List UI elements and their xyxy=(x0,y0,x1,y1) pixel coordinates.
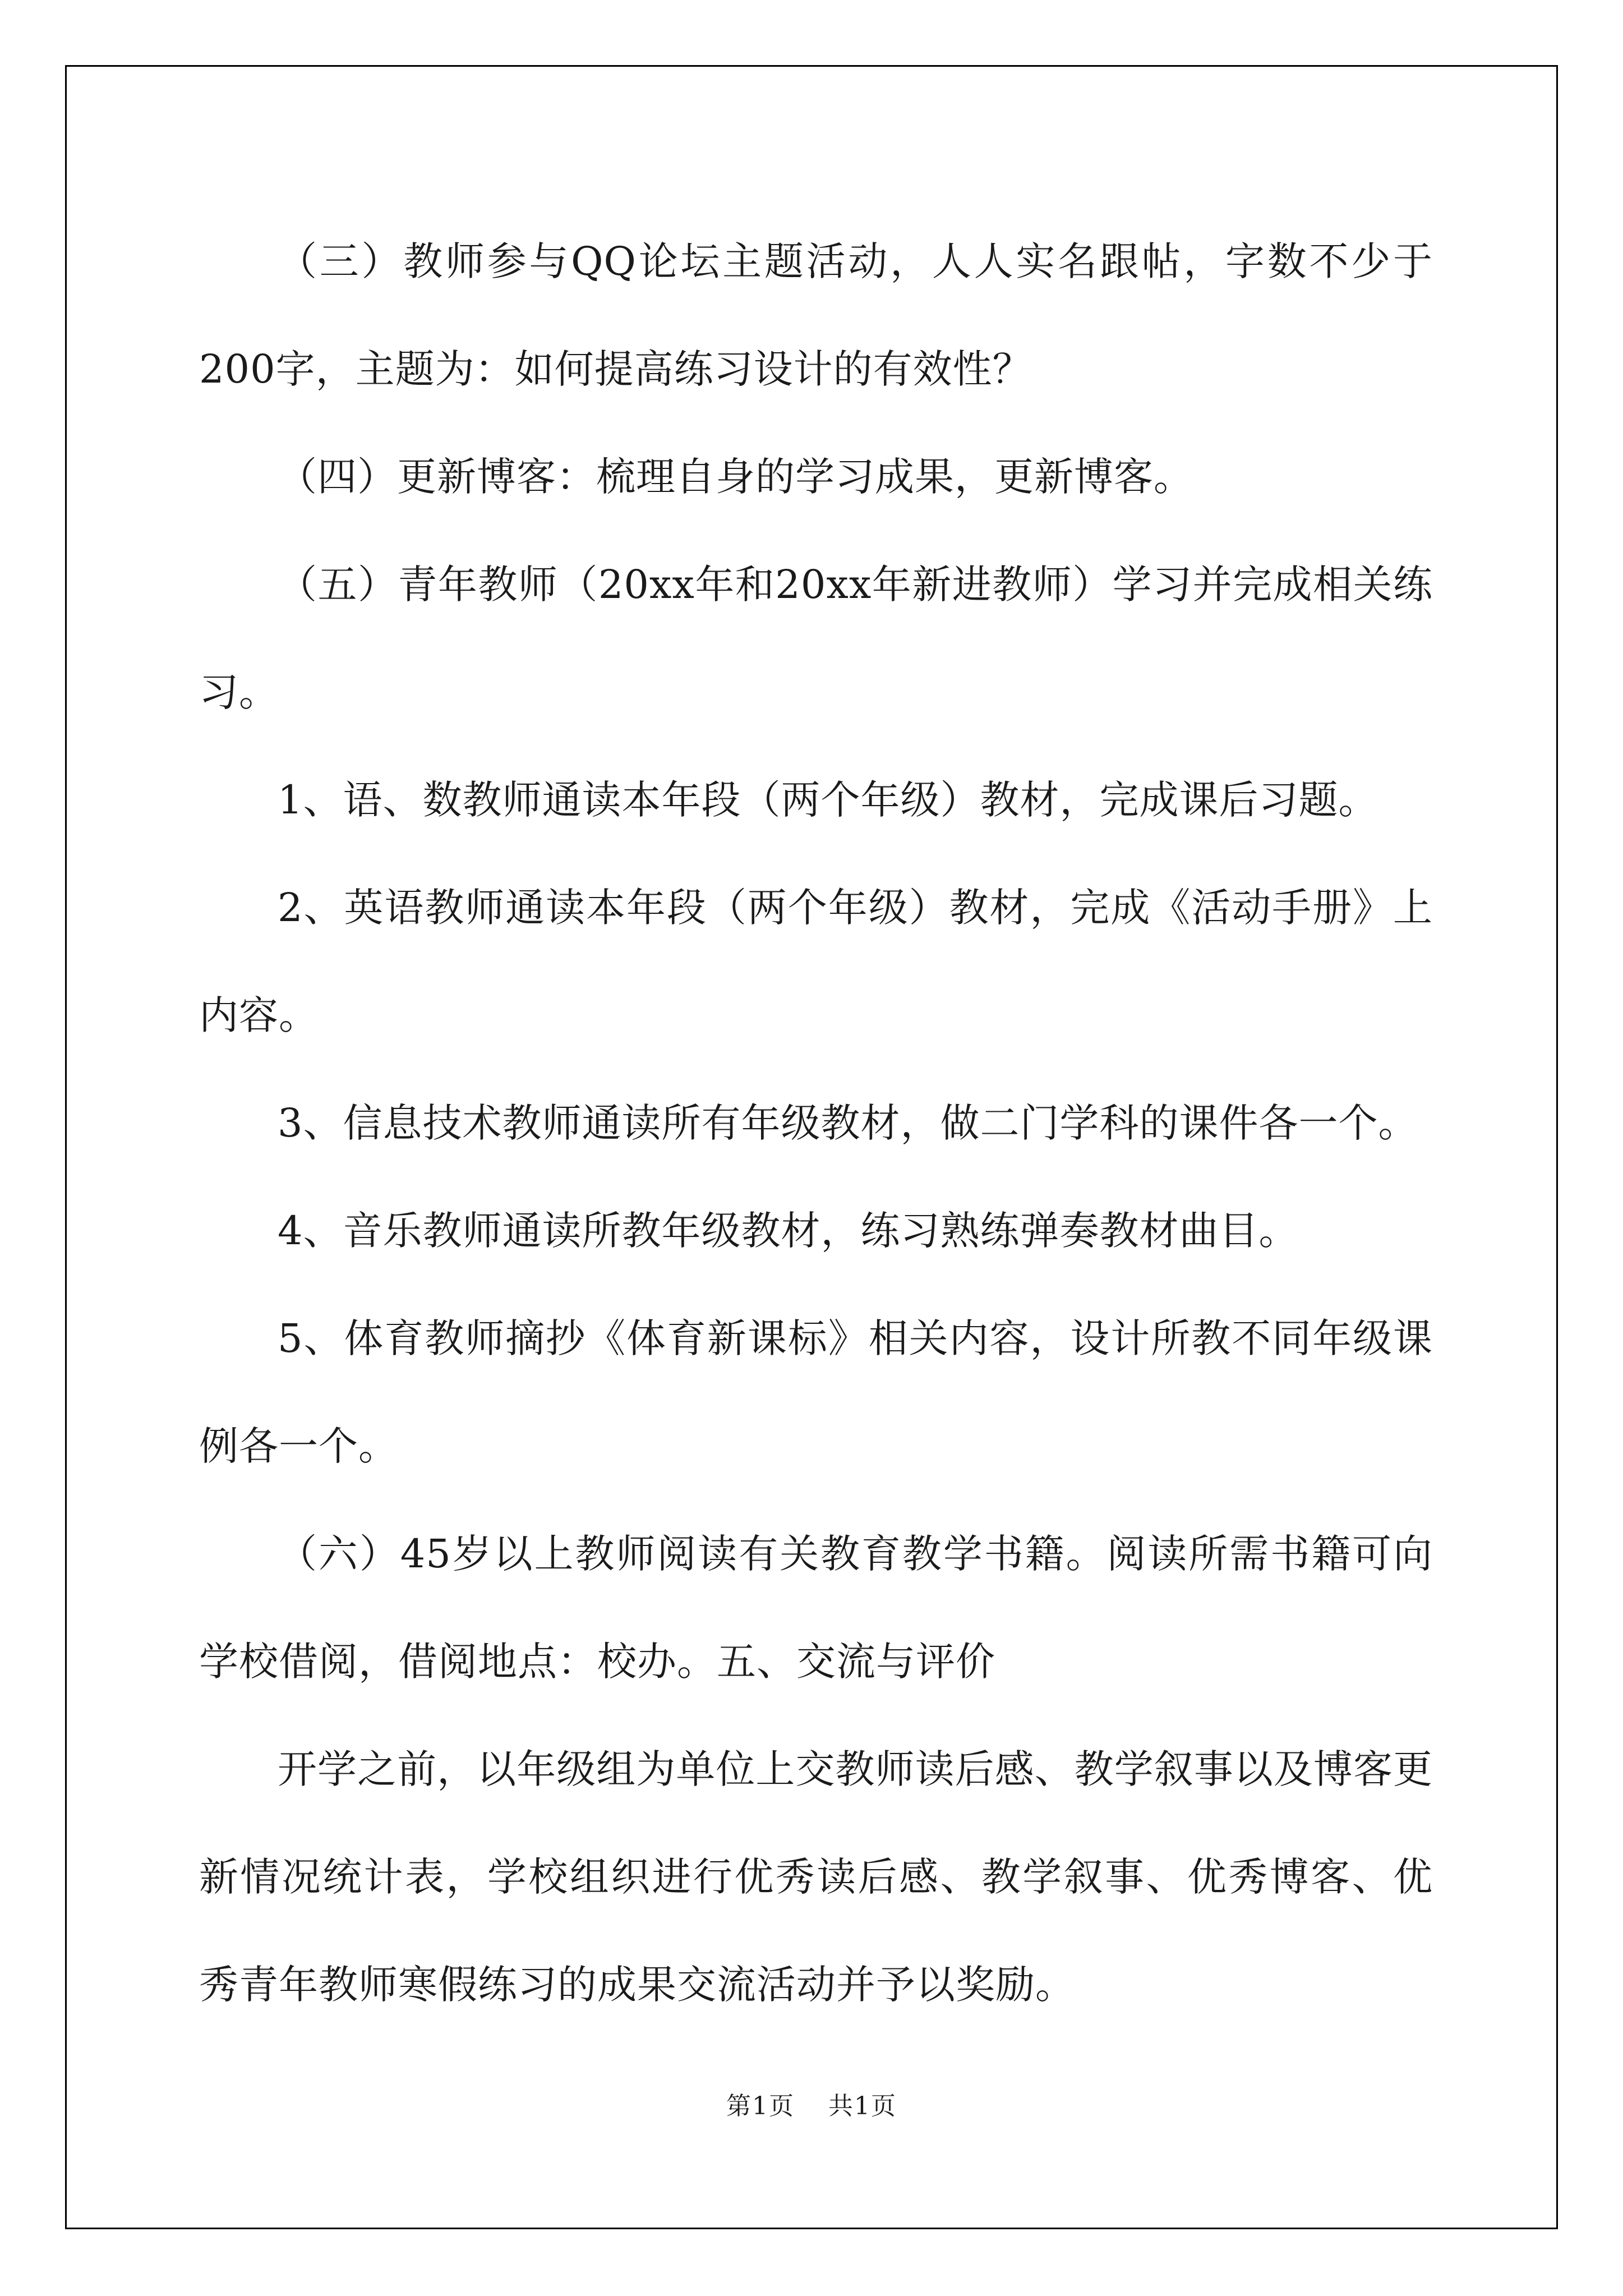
paragraph-10: 开学之前，以年级组为单位上交教师读后感、教学叙事以及博客更新情况统计表，学校组织进行优秀读后感、教学叙事、优秀博客、优秀青年教师寒假练习的成果交流活动并予以奖励。 xyxy=(199,1746,1433,2008)
paragraph-6: 3、信息技术教师通读所有年级教材，做二门学科的课件各一个。 xyxy=(278,1100,1418,1146)
paragraph-9: （六）45岁以上教师阅读有关教育教学书籍。阅读所需书籍可向学校借阅，借阅地点：校办。五、交流与评价 xyxy=(199,1531,1433,1685)
paragraph-4: 1、语、数教师通读本年段（两个年级）教材，完成课后习题。 xyxy=(278,777,1378,823)
paragraph-1: （三）教师参与QQ论坛主题活动，人人实名跟帖，字数不少于200字，主题为：如何提高练习设计的有效性？ xyxy=(199,238,1433,392)
page-number-total: 共1页 xyxy=(828,2092,897,2120)
page-number-current: 第1页 xyxy=(726,2092,795,2120)
paragraph-8: 5、体育教师摘抄《体育新课标》相关内容，设计所教不同年级课例各一个。 xyxy=(199,1315,1433,1469)
document-body xyxy=(199,208,1433,2039)
paragraph-2: （四）更新博客：梳理自身的学习成果，更新博客。 xyxy=(278,454,1193,500)
paragraph-5: 2、英语教师通读本年段（两个年级）教材，完成《活动手册》上内容。 xyxy=(199,885,1433,1038)
paragraph-7: 4、音乐教师通读所教年级教材，练习熟练弹奏教材曲目。 xyxy=(278,1208,1299,1254)
page-footer xyxy=(0,2086,1623,2122)
paragraph-3: （五）青年教师（20xx年和20xx年新进教师）学习并完成相关练习。 xyxy=(199,562,1433,715)
